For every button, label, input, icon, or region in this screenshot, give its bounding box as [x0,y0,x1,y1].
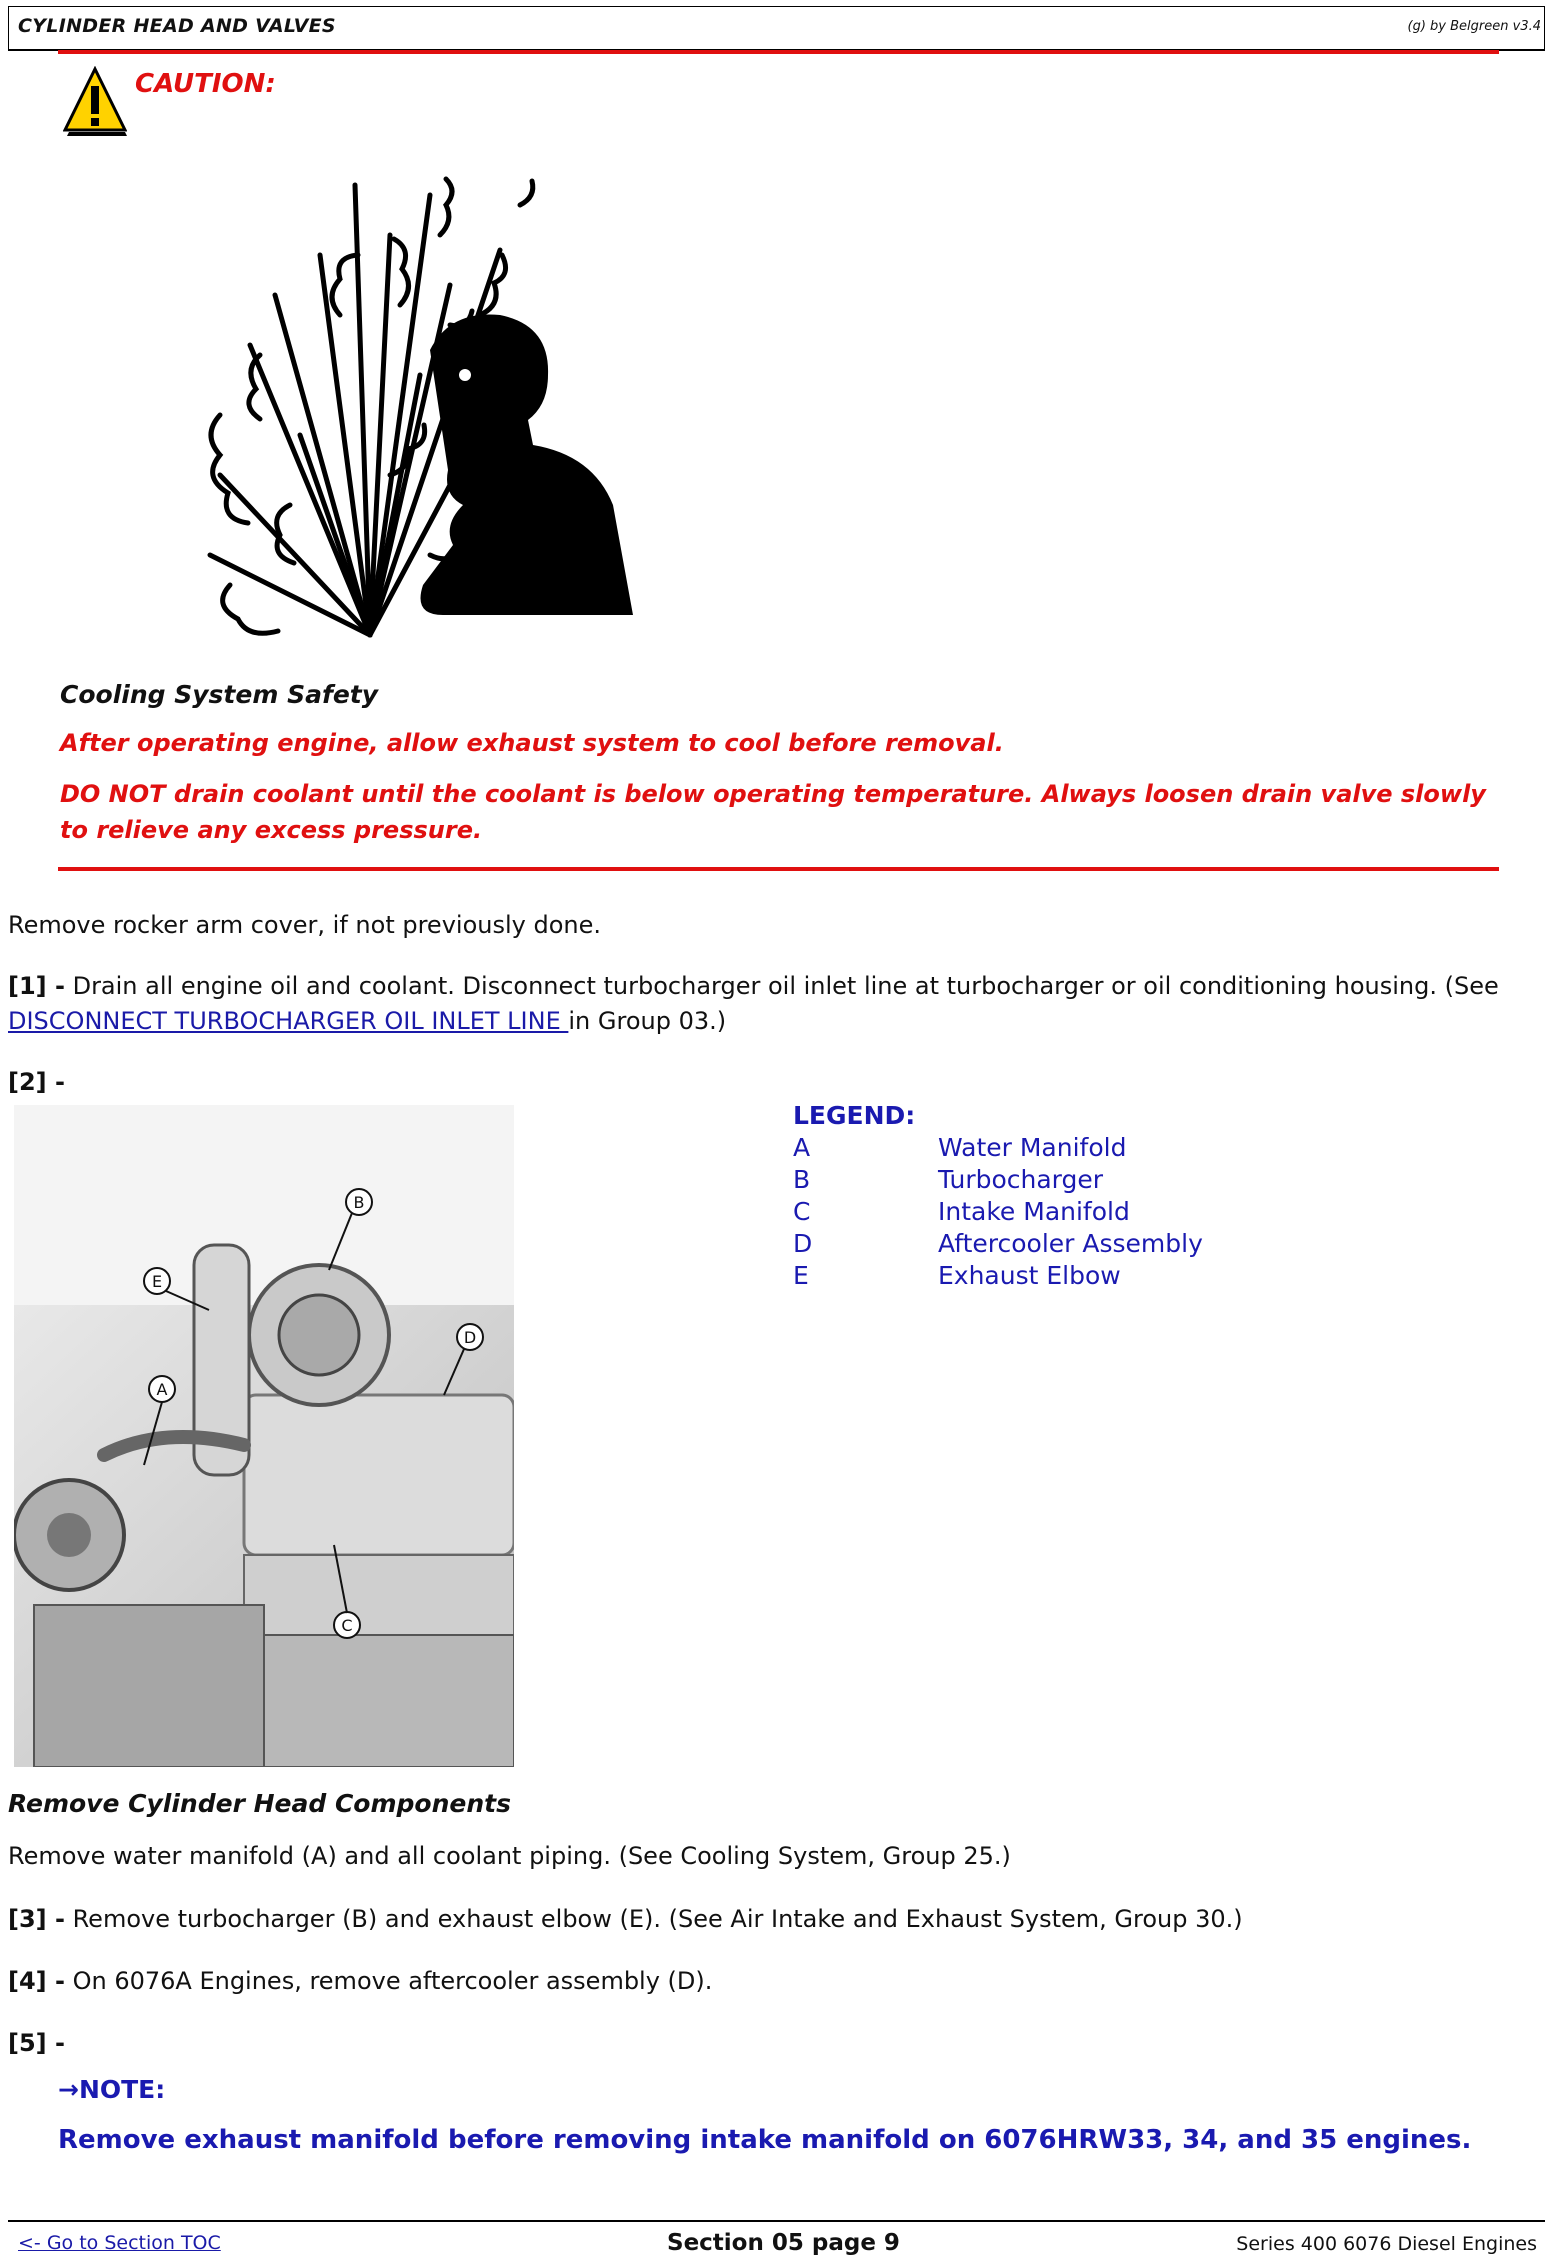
header-frame-left [8,6,9,50]
caution-bottom-rule [58,867,1499,871]
header-frame-top [8,6,1545,7]
note-text: Remove exhaust manifold before removing intake manifold on 6076HRW33, 34, and 35 engines. [58,2125,1472,2155]
legend-key: D [793,1229,813,1258]
callout-label: A [156,1380,168,1399]
legend-item [793,1260,1203,1292]
note-label: →NOTE: [58,2075,166,2104]
callout-label: D [463,1328,477,1347]
callout-label: B [353,1193,365,1212]
footer-rule [8,2220,1545,2222]
legend [793,1100,1203,1292]
legend-label: Water Manifold [938,1133,1127,1162]
legend-key: A [793,1133,811,1162]
turbo-oil-line-link[interactable]: DISCONNECT TURBOCHARGER OIL INLET LINE [8,1007,569,1035]
header-frame-right [1544,6,1545,50]
legend-key: E [793,1261,809,1290]
components-title: Remove Cylinder Head Components [8,1789,511,1818]
warning-triangle-icon [63,66,127,136]
step-number: [1] - [8,972,65,1000]
legend-label: Intake Manifold [938,1197,1130,1226]
legend-label: Turbocharger [938,1165,1104,1194]
legend-label: Exhaust Elbow [938,1261,1121,1290]
callout-label: E [151,1272,163,1291]
caution-text-line: DO NOT drain coolant until the coolant is below operating temperature. Always loosen drain valve slowly to relieve any excess pressure. [60,780,1486,844]
cooling-safety-title: Cooling System Safety [60,680,379,709]
step-intro-text: Remove rocker arm cover, if not previously done. [8,911,601,939]
step-4 [8,1964,712,1999]
caution-top-rule [58,50,1499,54]
legend-item [793,1164,1203,1196]
version-label: (g) by Belgreen v3.4 [1407,19,1541,34]
series-label: Series 400 6076 Diesel Engines [1236,2233,1537,2255]
callout-label: C [341,1616,353,1635]
legend-key: C [793,1197,811,1226]
legend-key: B [793,1165,811,1194]
step-5-number: [5] - [8,2029,65,2057]
step-text: in Group 03.) [568,1007,727,1035]
explosion-warning-icon [190,175,680,645]
step-number: [4] - [8,1967,65,1995]
step-3 [8,1902,1243,1937]
section-toc-link[interactable]: <- Go to Section TOC [18,2232,221,2254]
engine-photo [14,1105,514,1767]
step-text: On 6076A Engines, remove aftercooler assembly (D). [64,1967,713,1995]
caution-label: CAUTION: [135,69,276,99]
step-text: Remove turbocharger (B) and exhaust elbow (E). (See Air Intake and Exhaust System, Group 30.) [64,1905,1243,1933]
legend-item [793,1196,1203,1228]
page-number: Section 05 page 9 [667,2230,900,2256]
step-text: Drain all engine oil and coolant. Disconnect turbocharger oil inlet line at turbocharger or oil conditioning housing. (See [64,972,1499,1000]
step-2-number: [2] - [8,1068,65,1096]
legend-item [793,1132,1203,1164]
legend-label: Aftercooler Assembly [938,1229,1203,1258]
components-text: Remove water manifold (A) and all coolant piping. (See Cooling System, Group 25.) [8,1842,1011,1870]
section-title: CYLINDER HEAD AND VALVES [18,15,336,37]
step-1 [8,969,1538,1039]
legend-item [793,1228,1203,1260]
legend-title: LEGEND: [793,1101,916,1130]
caution-text-line: After operating engine, allow exhaust system to cool before removal. [60,729,1004,757]
step-number: [3] - [8,1905,65,1933]
